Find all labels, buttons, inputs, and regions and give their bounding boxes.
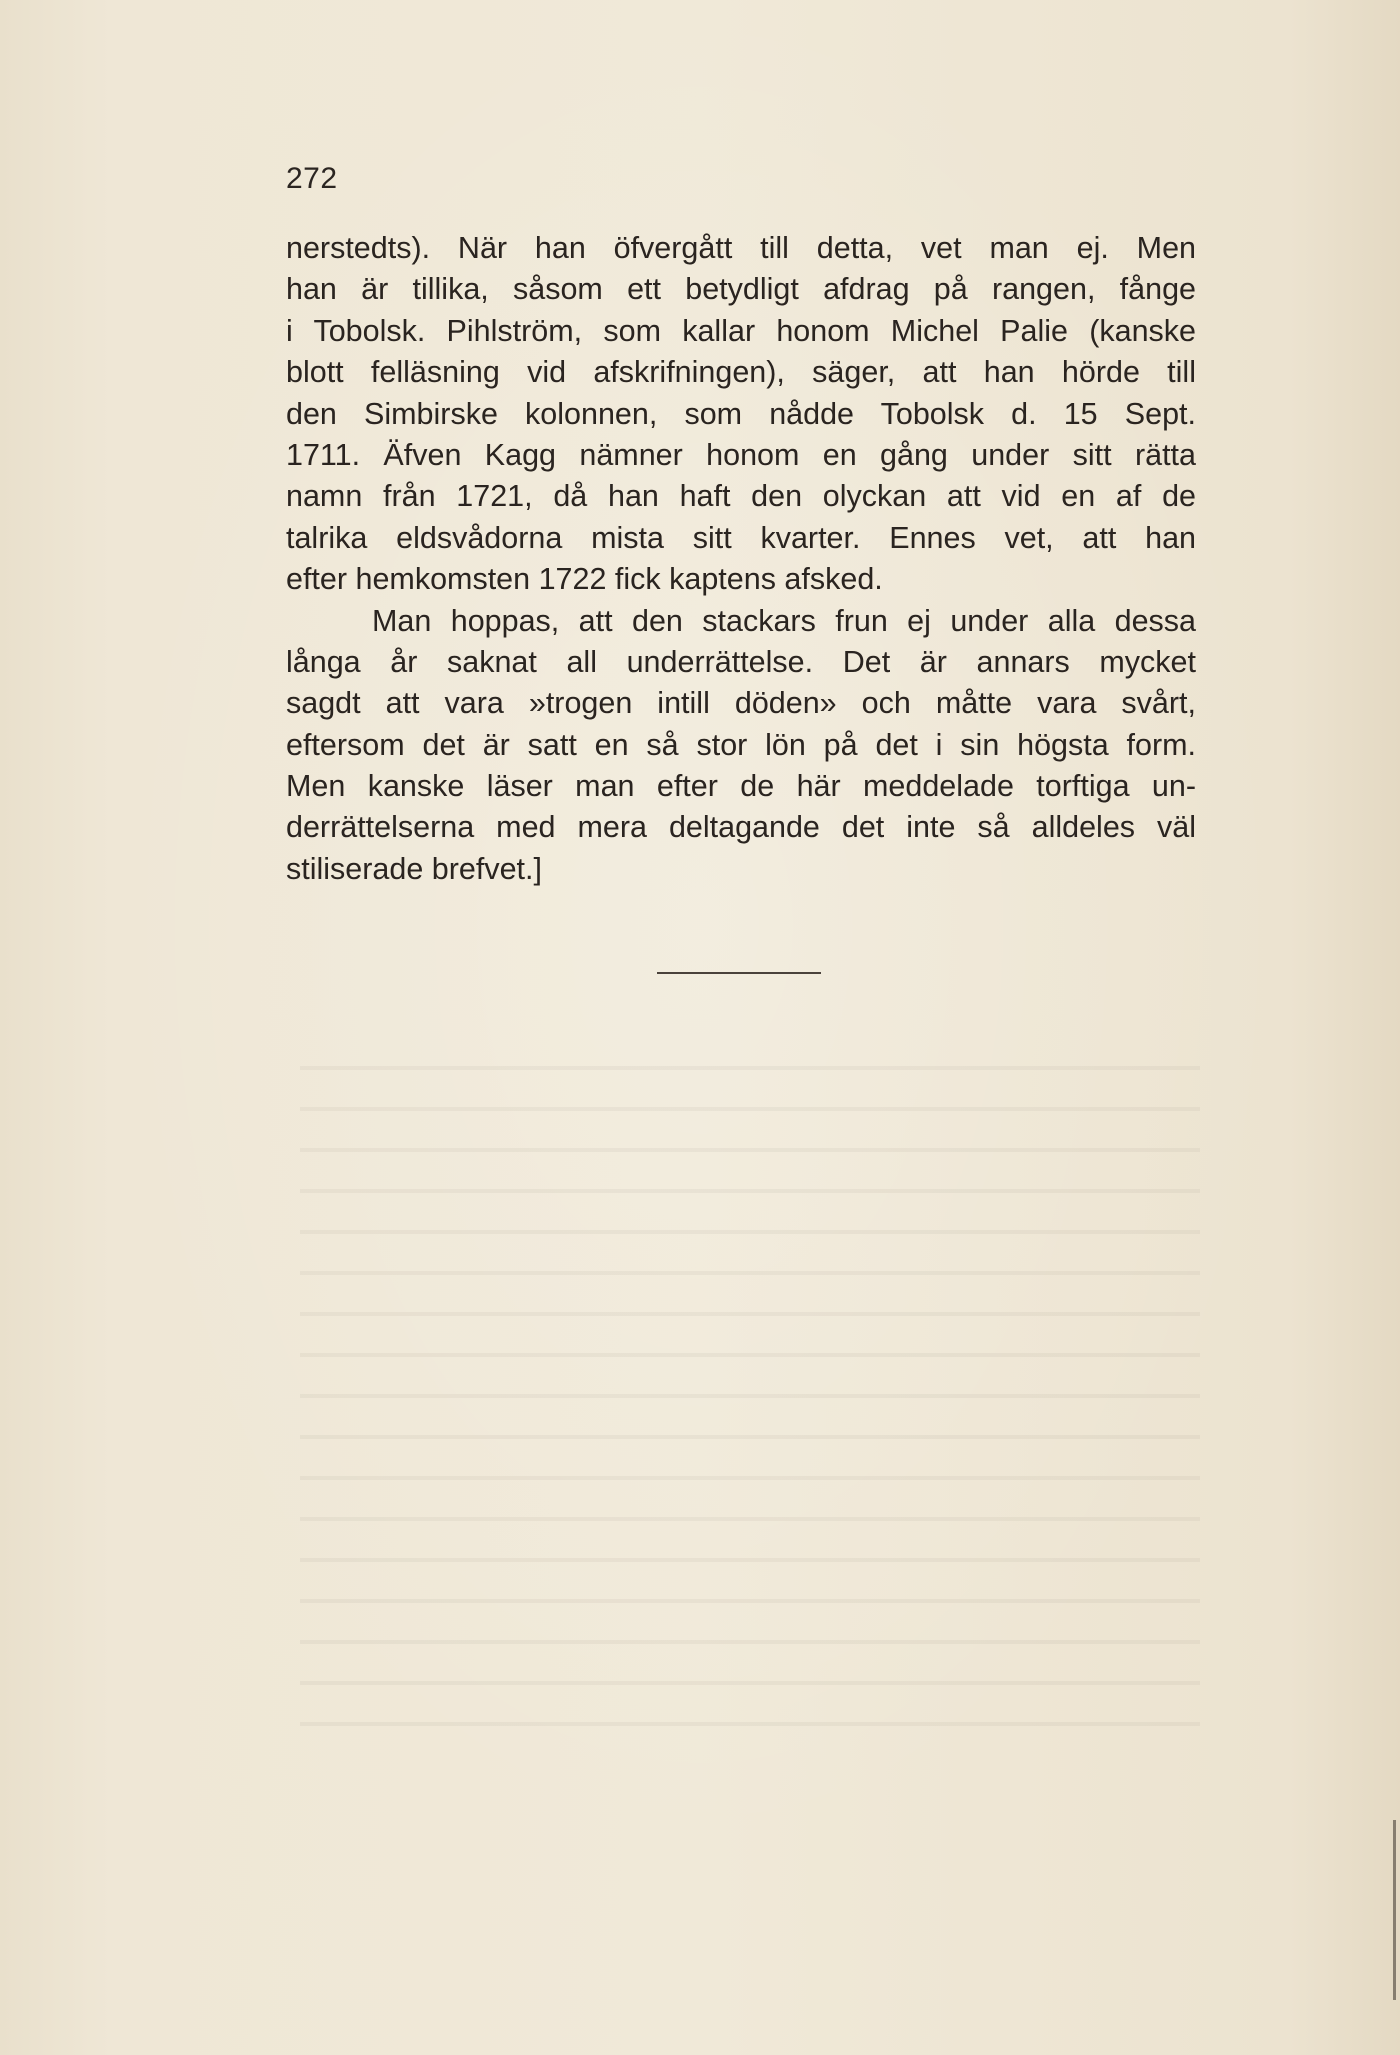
paragraph-2 (286, 601, 1196, 891)
text-line: blott felläsning vid afskrifningen), säger, att han hörde till (286, 355, 1196, 390)
show-through-text (300, 1040, 1200, 1760)
text-line: 1711. Äfven Kagg nämner honom en gång under sitt rätta (286, 437, 1196, 472)
text-line: han är tillika, såsom ett betydligt afdrag på rangen, fånge (286, 272, 1196, 307)
section-end-rule (657, 972, 821, 974)
text-line: namn från 1721, då han haft den olyckan att vid en af de (286, 479, 1196, 514)
text-line: efter hemkomsten 1722 fick kaptens afsked. (286, 562, 883, 597)
text-line: derrättelserna med mera deltagande det inte så alldeles väl (286, 810, 1196, 845)
text-line: i Tobolsk. Pihlström, som kallar honom Michel Palie (kanske (286, 313, 1196, 348)
text-line: Men kanske läser man efter de här meddelade torftiga un- (286, 769, 1196, 804)
text-line: talrika eldsvådorna mista sitt kvarter. Ennes vet, att han (286, 520, 1196, 555)
text-line: Man hoppas, att den stackars frun ej under alla dessa (372, 603, 1196, 638)
page-edge-shadow (1393, 1820, 1396, 2000)
text-line: nerstedts). När han öfvergått till detta, vet man ej. Men (286, 231, 1196, 265)
page-number: 272 (286, 162, 338, 195)
paragraph-1 (286, 228, 1196, 601)
body-text (286, 228, 1196, 890)
text-line: den Simbirske kolonnen, som nådde Tobolsk d. 15 Sept. (286, 396, 1196, 431)
text-line: stiliserade brefvet.] (286, 851, 542, 886)
text-line: långa år saknat all underrättelse. Det är annars mycket (286, 644, 1196, 679)
text-line: eftersom det är satt en så stor lön på det i sin högsta form. (286, 727, 1196, 762)
text-line: sagdt att vara »trogen intill döden» och måtte vara svårt, (286, 686, 1196, 721)
